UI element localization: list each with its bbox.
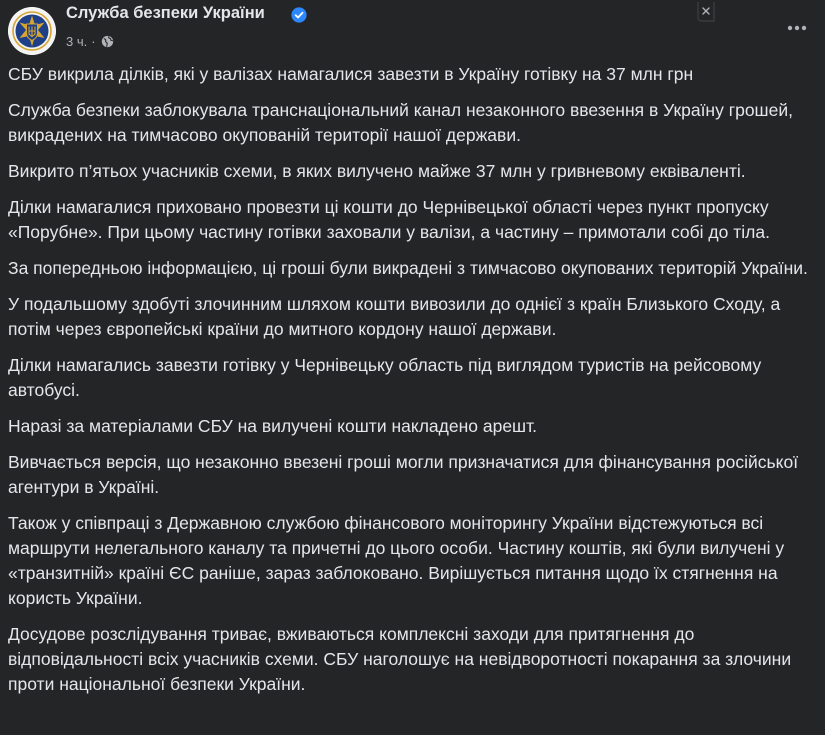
page-avatar[interactable] (8, 7, 56, 55)
verified-badge-icon (291, 7, 307, 23)
page-name-link[interactable]: Служба безпеки України (66, 4, 265, 22)
post-paragraph: Викрито п’ятьох учасників схеми, в яких вилучено майже 37 млн у гривневому еквіваленті. (8, 161, 746, 181)
more-horizontal-icon (787, 25, 807, 31)
sbu-emblem-icon (8, 7, 56, 55)
close-icon (697, 2, 715, 22)
post-paragraph: Ділки намагалися приховано провезти ці кошти до Чернівецької області через пункт пропуску «Порубне». При цьому частину готівки заховали у валізи, а частину – примотали собі до тіла. (8, 197, 770, 242)
post-paragraph: За попередньою інформацією, ці гроші були викрадені з тимчасово окупованих територій України. (8, 258, 808, 278)
globe-icon[interactable] (101, 35, 114, 48)
close-button[interactable] (697, 2, 715, 22)
post-paragraph: Вивчається версія, що незаконно ввезені гроші могли призначатися для фінансування російської агентури в Україні. (8, 452, 799, 497)
meta-separator: · (91, 33, 96, 49)
post-text (8, 62, 820, 708)
post-paragraph: Досудове розслідування триває, вживаються комплексні заходи для притягнення до відповідальності всіх учасників схеми. СБУ наголошує на невідворотності покарання за злочини проти національної безпеки України. (8, 624, 792, 694)
post-paragraph: У подальшому здобуті злочинним шляхом кошти вивозили до однієї з країн Близького Сходу, а потім через європейські країни до митного кордону нашої держави. (8, 294, 781, 339)
post-paragraph: СБУ викрила ділків, які у валізах намагалися завезти в Україну готівку на 37 млн грн (8, 64, 694, 84)
post-meta (66, 33, 114, 49)
post-controls (705, 0, 825, 62)
post-timestamp[interactable]: 3 ч. (66, 33, 88, 49)
post-paragraph: Наразі за матеріалами СБУ на вилучені кошти накладено арешт. (8, 416, 538, 436)
post-paragraph: Ділки намагались завезти готівку у Чернівецьку область під виглядом туристів на рейсовому автобусі. (8, 355, 762, 400)
post-header (0, 0, 825, 62)
post-paragraph: Також у співпраці з Державною службою фінансового моніторингу України відстежуються всі маршрути нелегального каналу та причетні до цього особи. Частину коштів, які були вилучені у «транзитній» країні ЄС раніше, зараз заблоковано. Вирішується питання щодо їх стягнення на користь України. (8, 513, 785, 608)
post-paragraph: Служба безпеки заблокувала транснаціональний канал незаконного ввезення в Україну грошей, викрадених на тимчасово окупованій території нашої держави. (8, 100, 793, 145)
more-options-button[interactable] (785, 16, 809, 40)
